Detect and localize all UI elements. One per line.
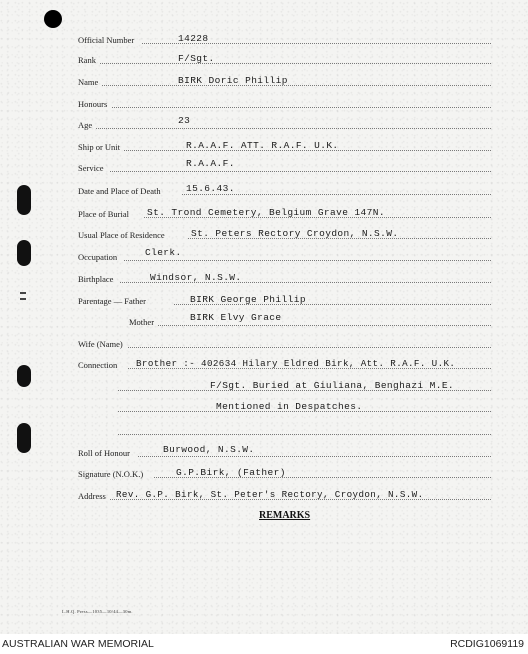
remarks-heading: REMARKS [259,510,311,521]
field-official-number [78,29,491,47]
field-value: F/Sgt. [178,53,215,64]
punch-hole [44,10,62,28]
dotted-line [110,171,491,172]
field-label: Usual Place of Residence [78,230,165,240]
field-service [78,157,491,175]
field-value: G.P.Birk, (Father) [176,467,286,478]
binder-hole [17,423,31,453]
field-label: Parentage — Father [78,296,146,306]
dotted-line [128,347,491,348]
field-usual-residence [78,224,491,242]
field-label: Official Number [78,35,135,45]
field-label: Roll of Honour [78,448,130,458]
field-value: BIRK Elvy Grace [190,312,282,323]
field-label: Occupation [78,252,118,262]
field-honours [78,93,491,111]
dotted-line [124,260,491,261]
field-label: Address [78,491,106,501]
printer-imprint: L.H.Q. Press—1035—10/44—30m. [62,609,133,614]
field-address [78,485,491,503]
field-label: Date and Place of Death [78,186,161,196]
field-connection-cont [118,420,491,438]
field-value: Burwood, N.S.W. [163,444,255,455]
dotted-line [102,85,491,86]
dotted-line [158,325,491,326]
field-label: Signature (N.O.K.) [78,469,144,479]
field-connection-cont [118,376,491,394]
field-label: Age [78,120,93,130]
field-value: St. Trond Cemetery, Belgium Grave 147N. [147,207,385,218]
field-rank [78,49,491,67]
field-place-of-burial [78,203,491,221]
field-value: Rev. G.P. Birk, St. Peter's Rectory, Croydon, N.S.W. [116,489,424,500]
field-label: Birthplace [78,274,114,284]
field-age [78,114,491,132]
field-birthplace [78,268,491,286]
field-occupation [78,246,491,264]
binder-hole [17,185,31,215]
field-name [78,71,491,89]
binder-hole [17,365,31,387]
field-value: BIRK George Phillip [190,294,306,305]
dotted-line [112,107,491,108]
field-ship-or-unit [78,136,491,154]
field-roll-of-honour [78,442,491,460]
field-value: 23 [178,115,191,126]
dotted-line [100,63,491,64]
footer-source: AUSTRALIAN WAR MEMORIAL [2,638,154,650]
field-value: Clerk. [145,247,182,258]
field-signature [78,463,491,481]
field-connection [78,354,491,372]
field-value: 15.6.43. [186,183,235,194]
field-value: F/Sgt. Buried at Giuliana, Benghazi M.E. [210,380,455,391]
field-label: Rank [78,55,96,65]
field-label: Wife (Name) [78,339,123,349]
field-value: 14228 [178,33,209,44]
dotted-line [138,456,491,457]
field-date-place-death [78,180,491,198]
field-label: Name [78,77,99,87]
field-label: Mother [129,317,155,327]
field-label: Connection [78,360,118,370]
field-value: Mentioned in Despatches. [216,401,363,412]
margin-mark [20,292,26,294]
field-label: Place of Burial [78,209,129,219]
field-connection-cont [118,397,491,415]
field-wife [78,333,491,351]
field-father [78,290,491,308]
binder-hole [17,240,31,266]
field-label: Honours [78,99,108,109]
margin-mark [20,298,26,300]
dotted-line [118,434,491,435]
field-mother [78,311,491,329]
field-value: BIRK Doric Phillip [178,75,288,86]
field-label: Service [78,163,104,173]
field-label: Ship or Unit [78,142,121,152]
field-value: Brother :- 402634 Hilary Eldred Birk, Att. R.A.F. U.K. [136,358,456,369]
dotted-line [182,194,491,195]
footer-id: RCDIG1069119 [450,638,524,650]
field-value: St. Peters Rectory Croydon, N.S.W. [191,228,399,239]
dotted-line [96,128,491,129]
field-value: R.A.A.F. [186,158,235,169]
field-value: Windsor, N.S.W. [150,272,242,283]
field-value: R.A.A.F. ATT. R.A.F. U.K. [186,140,339,151]
